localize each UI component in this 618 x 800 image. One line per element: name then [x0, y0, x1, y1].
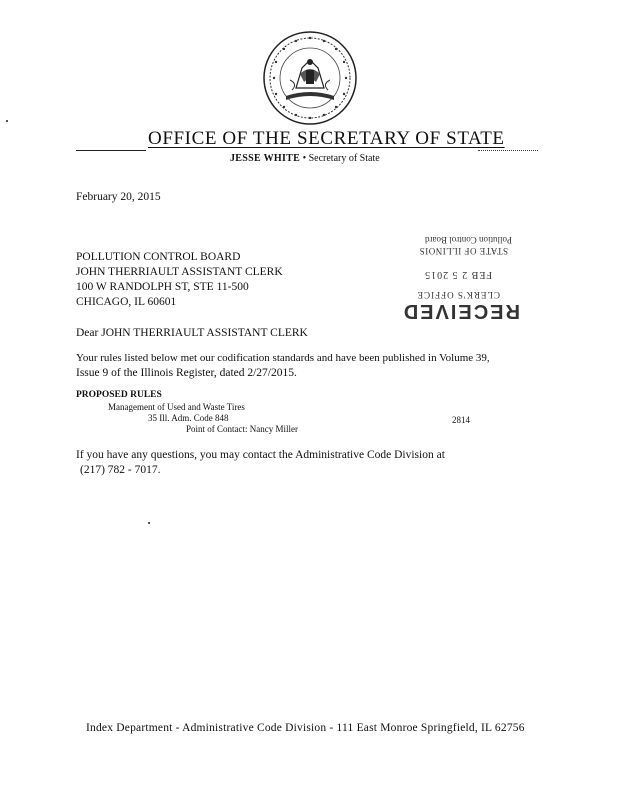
rule-page: 2814 [452, 415, 470, 425]
stamp-received: RECEIVED [401, 300, 520, 322]
state-seal-icon [262, 30, 358, 126]
body-line-1: Your rules listed below met our codification standards and have been published in Volume 39, [76, 352, 490, 364]
rule-name: Management of Used and Waste Tires [108, 402, 245, 412]
stamp-state: STATE OF ILLINOIS [419, 246, 508, 256]
closing-line-1: If you have any questions, you may contact the Administrative Code Division at [76, 449, 445, 461]
stamp-board: Pollution Control Board [424, 235, 512, 245]
stamp-office: CLERK'S OFFICE [416, 290, 500, 300]
stamp-date: FEB 2 5 2015 [424, 269, 492, 280]
recipient-line-1: POLLUTION CONTROL BOARD [76, 251, 241, 263]
title-rule-right [478, 150, 538, 151]
body-line-2: Issue 9 of the Illinois Register, dated 2/27/2015. [76, 367, 297, 379]
closing-line-2: (217) 782 - 7017. [80, 464, 161, 476]
official-title: • Secretary of State [302, 153, 380, 164]
rules-heading: PROPOSED RULES [76, 390, 162, 400]
letterhead-subtitle [230, 153, 380, 164]
footer-address: Index Department - Administrative Code Division - 111 East Monroe Springfield, IL 62756 [86, 722, 525, 734]
salutation: Dear JOHN THERRIAULT ASSISTANT CLERK [76, 327, 308, 339]
recipient-line-3: 100 W RANDOLPH ST, STE 11-500 [76, 281, 249, 293]
received-stamp [388, 222, 520, 322]
recipient-line-2: JOHN THERRIAULT ASSISTANT CLERK [76, 266, 283, 278]
scan-speck [6, 120, 8, 122]
title-rule-left [76, 150, 146, 151]
letter-date: February 20, 2015 [76, 191, 161, 203]
scan-speck [148, 522, 150, 524]
recipient-line-4: CHICAGO, IL 60601 [76, 296, 177, 308]
rule-code: 35 Ill. Adm. Code 848 [148, 413, 229, 423]
official-name: JESSE WHITE [230, 153, 301, 164]
letterhead-title: OFFICE OF THE SECRETARY OF STATE [148, 128, 505, 149]
rule-contact: Point of Contact: Nancy Miller [186, 424, 298, 434]
